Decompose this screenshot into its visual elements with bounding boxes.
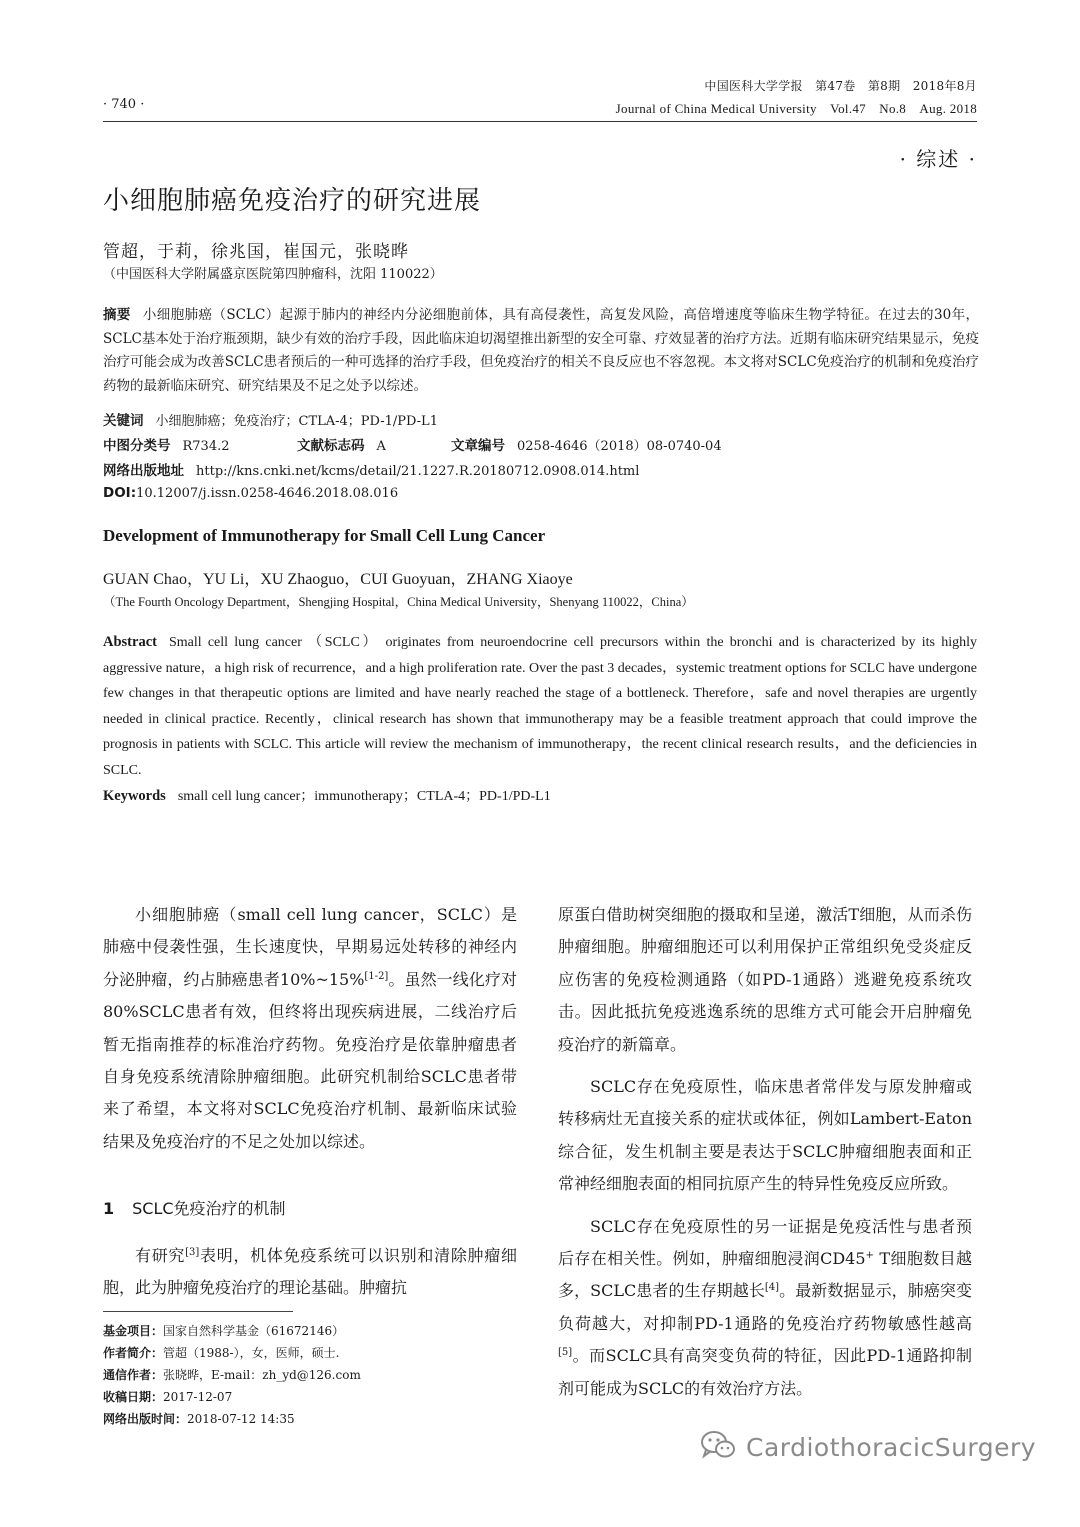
superscript-plus: + <box>865 1250 874 1262</box>
footnote-online-time: 网络出版时间：2018-07-12 14:35 <box>103 1412 295 1426</box>
intro-text-a: 小细胞肺癌（small cell lung cancer，SCLC）是肺癌中侵袭性强，生长速度快，早期易远处转移的神经内分泌肿瘤，约占肺癌患者10%~15% <box>103 905 517 989</box>
abstract-cn-text: 小细胞肺癌（SCLC）起源于肺内的神经内分泌细胞前体，具有高侵袭性，高复发风险，高倍增速度等临床生物学特征。在过去的30年，SCLC基本处于治疗瓶颈期，缺少有效的治疗手段，因此临床迫切渴望推出新型的安全可靠、疗效显著的治疗方法。近期有临床研究结果显示，免疫治疗可能会成为改善SCLC患者预后的一种可选择的治疗手段，但免疫治疗的相关不良反应也不容忽视。本文将对SCLC免疫治疗的机制和免疫治疗药物的最新临床研究、研究结果及不足之处予以综述。 <box>103 307 979 394</box>
wechat-icon <box>700 1430 736 1464</box>
intro-text-b: 。虽然一线化疗对80%SCLC患者有效，但终将出现疾病进展，二线治疗后暂无指南推荐的标准治疗药物。免疫治疗是依靠肿瘤患者自身免疫系统清除肿瘤细胞。此研究机制给SCLC患者带来了希望，本文将对SCLC免疫治疗机制、最新临床试验结果及免疫治疗的不足之处加以综述。 <box>103 969 517 1151</box>
right-p3-text-b: T细胞数目越多，SCLC患者的生存期越长 <box>558 1249 972 1301</box>
citation-3: [3] <box>185 1247 200 1258</box>
article-no-value: 0258-4646（2018）08-0740-04 <box>517 439 722 454</box>
keywords-en <box>103 785 551 805</box>
right-p3-text-a: SCLC存在免疫原性的另一证据是免疫活性与患者预后存在相关性。例如，肿瘤细胞浸润CD45 <box>558 1216 972 1269</box>
abstract-en <box>103 630 977 784</box>
keywords-en-text: small cell lung cancer；immunotherapy；CTLA-4；PD-1/PD-L1 <box>177 789 551 804</box>
online-address <box>103 459 639 479</box>
body-left-column-lower <box>103 1240 517 1305</box>
footnotes <box>103 1320 361 1430</box>
keywords-cn-label: 关键词 <box>103 413 144 429</box>
section-1-title: SCLC免疫治疗的机制 <box>132 1199 286 1218</box>
body-right-column <box>558 899 972 1405</box>
mechanism-paragraph <box>103 1240 517 1305</box>
right-paragraph-2: SCLC存在免疫原性，临床患者常伴发与原发肿瘤或转移病灶无直接关系的症状或体征，例如Lambert-Eaton综合征，发生机制主要是表达于SCLC肿瘤细胞表面和正常神经细胞表面的相同抗原产生的特异性免疫反应所致。 <box>558 1077 972 1194</box>
section-tag: · 综述 · <box>899 147 977 171</box>
watermark-text: CardiothoracicSurgery <box>746 1432 1037 1462</box>
abstract-cn <box>103 304 979 398</box>
authors-cn: 管超，于莉，徐兆国，崔国元，张晓晔 <box>103 242 409 262</box>
footnote-author-bio: 作者简介：管超（1988-），女，医师，硕士. <box>103 1346 340 1360</box>
intro-paragraph <box>103 899 517 1158</box>
journal-name-en: Journal of China Medical University Vol.47 No.8 Aug. 2018 <box>615 101 977 116</box>
online-url: http://kns.cnki.net/kcms/detail/21.1227.R.20180712.0908.014.html <box>196 464 640 479</box>
article-title-cn: 小细胞肺癌免疫治疗的研究进展 <box>103 186 482 216</box>
right-paragraph-1: 原蛋白借助树突细胞的摄取和呈递，激活T细胞，从而杀伤肿瘤细胞。肿瘤细胞还可以利用保护正常组织免受炎症反应伤害的免疫检测通路（如PD-1通路）逃避免疫系统攻击。因此抵抗免疫逃逸系统的思维方式可能会开启肿瘤免疫治疗的新篇章。 <box>558 905 972 1054</box>
right-paragraph-3 <box>558 1211 972 1405</box>
article-no-label: 文章编号 <box>451 438 505 454</box>
body-left-column <box>103 899 517 1158</box>
online-label: 网络出版地址 <box>103 463 184 479</box>
keywords-cn-text: 小细胞肺癌；免疫治疗；CTLA-4；PD-1/PD-L1 <box>155 414 438 429</box>
authors-en: GUAN Chao，YU Li，XU Zhaoguo，CUI Guoyuan，ZHANG Xiaoye <box>103 571 573 588</box>
journal-name-cn: 中国医科大学学报 第47卷 第8期 2018年8月 <box>704 79 977 93</box>
doi-value: 10.12007/j.issn.0258-4646.2018.08.016 <box>136 486 399 501</box>
right-p3-text-c: 。最新数据显示，肺癌突变负荷越大，对抑制PD-1通路的免疫治疗药物敏感性越高 <box>558 1281 972 1333</box>
header-rule <box>103 121 977 122</box>
right-p3-text-d: 。而SCLC具有高突变负荷的特征，因此PD-1通路抑制剂可能成为SCLC的有效治疗方法。 <box>558 1346 972 1398</box>
footnote-received: 收稿日期：2017-12-07 <box>103 1390 233 1404</box>
affiliation-cn: （中国医科大学附属盛京医院第四肿瘤科，沈阳 110022） <box>103 267 443 282</box>
article-title-en: Development of Immunotherapy for Small Cell Lung Cancer <box>103 526 546 545</box>
keywords-cn <box>103 409 438 429</box>
section-1-heading <box>103 1196 286 1219</box>
classification-line <box>103 434 722 454</box>
footnote-funding: 基金项目：国家自然科学基金（61672146） <box>103 1324 345 1338</box>
citation-5: [5] <box>558 1347 573 1359</box>
doc-code-value: A <box>376 439 386 454</box>
page-number: · 740 · <box>103 97 145 112</box>
footnote-corresponding: 通信作者：张晓晔，E-mail：zh_yd@126.com <box>103 1368 361 1382</box>
abstract-en-text: Small cell lung cancer （SCLC） originates from neuroendocrine cell precursors within the bronchi and is characterized by its highly aggressive nature，a high risk of recurrence，and a high proliferation rate. Over the past 3 decades，systemic treatment options for SCLC have undergone few changes in that therapeutic options are limited and have nearly reached the stage of a bottleneck. Therefore，safe and novel therapies are urgently needed in clinical practice. Recently，clinical research has shown that immunotherapy may be a feasible treatment approach that could improve the prognosis in patients with SCLC. This article will review the mechanism of immunotherapy，the recent clinical research results，and the deficiencies in SCLC. <box>103 635 977 778</box>
clc-label: 中图分类号 <box>103 438 171 454</box>
mechanism-text-b: 表明，机体免疫系统可以识别和清除肿瘤细胞，此为肿瘤免疫治疗的理论基础。肿瘤抗 <box>103 1246 517 1298</box>
mechanism-text-a: 有研究 <box>135 1246 186 1265</box>
affiliation-en: （The Fourth Oncology Department，Shengjing Hospital，China Medical University，Shenyang 110022，China） <box>103 595 694 609</box>
footnote-rule <box>103 1311 293 1312</box>
abstract-en-label: Abstract <box>103 634 157 650</box>
doi-label: DOI: <box>103 485 137 501</box>
abstract-cn-label: 摘要 <box>103 307 131 323</box>
keywords-en-label: Keywords <box>103 788 166 804</box>
doc-code-label: 文献标志码 <box>297 438 365 454</box>
clc-value: R734.2 <box>182 439 230 454</box>
watermark <box>700 1430 1036 1464</box>
section-1-number: 1 <box>103 1199 115 1218</box>
citation-4: [4] <box>764 1282 780 1294</box>
citation-1-2: [1-2] <box>364 970 389 982</box>
doi-line <box>103 485 398 501</box>
